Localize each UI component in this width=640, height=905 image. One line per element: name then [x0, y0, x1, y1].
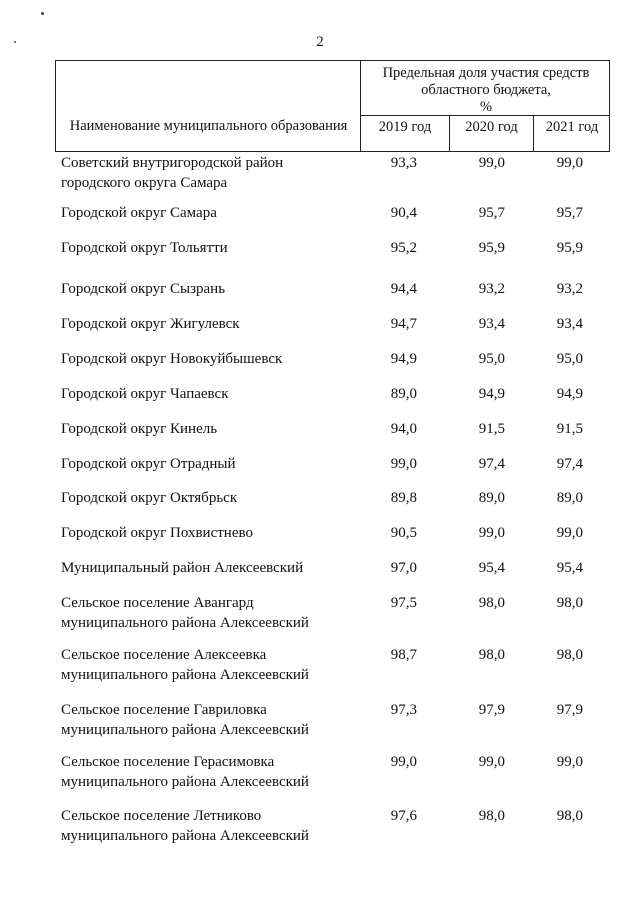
value-2021: 95,4 — [556, 560, 583, 576]
value-2019: 98,7 — [390, 647, 417, 663]
row-name — [61, 488, 361, 508]
value-2020: 98,0 — [478, 647, 505, 663]
row-name-line: муниципального района Алексеевский — [61, 615, 309, 631]
row-name-line: Городской округ Кинель — [61, 421, 218, 437]
value-2019: 97,6 — [390, 808, 417, 824]
value-2021: 93,2 — [556, 281, 583, 297]
year-header-2021: 2021 год — [545, 119, 599, 135]
value-2020: 98,0 — [478, 595, 505, 611]
value-2020: 93,2 — [478, 281, 505, 297]
value-2021: 89,0 — [556, 490, 583, 506]
value-2019: 97,0 — [390, 560, 417, 576]
row-name — [61, 419, 361, 439]
share-header-line: областного бюджета, — [421, 82, 551, 98]
value-2021: 99,0 — [556, 525, 583, 541]
value-2019: 97,5 — [390, 595, 417, 611]
share-header-line: Предельная доля участия средств — [382, 65, 590, 81]
table-header — [55, 60, 610, 152]
row-name — [61, 279, 361, 299]
row-name — [61, 700, 361, 740]
value-2019: 90,5 — [390, 525, 417, 541]
row-name — [61, 645, 361, 685]
value-2020: 95,9 — [478, 240, 505, 256]
row-name — [61, 349, 361, 369]
row-name — [61, 454, 361, 474]
value-2020: 91,5 — [478, 421, 505, 437]
row-name-line: Советский внутригородской район — [61, 155, 284, 171]
row-name — [61, 558, 361, 578]
value-2020: 95,0 — [478, 351, 505, 367]
value-2020: 89,0 — [478, 490, 505, 506]
row-name-line: Сельское поселение Гавриловка — [61, 702, 267, 718]
value-2021: 95,9 — [556, 240, 583, 256]
row-name-line: Городской округ Новокуйбышевск — [61, 351, 283, 367]
row-name-line: Городской округ Жигулевск — [61, 316, 240, 332]
row-name-line: муниципального района Алексеевский — [61, 667, 309, 683]
value-2019: 90,4 — [390, 205, 417, 221]
share-header-line: % — [479, 99, 493, 115]
value-2020: 99,0 — [478, 155, 505, 171]
value-2020: 94,9 — [478, 386, 505, 402]
row-name-line: Сельское поселение Алексеевка — [61, 647, 267, 663]
value-2021: 95,7 — [556, 205, 583, 221]
value-2021: 98,0 — [556, 595, 583, 611]
scan-speck — [41, 12, 44, 15]
row-name — [61, 593, 361, 633]
value-2020: 97,9 — [478, 702, 505, 718]
value-2019: 97,3 — [390, 702, 417, 718]
value-2021: 93,4 — [556, 316, 583, 332]
row-name-line: Городской округ Тольятти — [61, 240, 228, 256]
row-name — [61, 523, 361, 543]
row-name-line: городского округа Самара — [61, 175, 228, 191]
row-name-line: муниципального района Алексеевский — [61, 722, 309, 738]
name-column-header: Наименование муниципального образования — [69, 118, 348, 134]
value-2021: 99,0 — [556, 155, 583, 171]
value-2020: 95,4 — [478, 560, 505, 576]
row-name-line: Сельское поселение Авангард — [61, 595, 254, 611]
value-2019: 93,3 — [390, 155, 417, 171]
value-2019: 99,0 — [390, 754, 417, 770]
value-2020: 93,4 — [478, 316, 505, 332]
value-2021: 95,0 — [556, 351, 583, 367]
row-name-line: муниципального района Алексеевский — [61, 774, 309, 790]
row-name — [61, 314, 361, 334]
value-2019: 94,4 — [390, 281, 417, 297]
row-name-line: Городской округ Отрадный — [61, 456, 236, 472]
value-2019: 94,9 — [390, 351, 417, 367]
value-2021: 97,4 — [556, 456, 583, 472]
value-2020: 97,4 — [478, 456, 505, 472]
year-header-2019: 2019 год — [378, 119, 432, 135]
value-2019: 89,0 — [390, 386, 417, 402]
value-2019: 99,0 — [390, 456, 417, 472]
row-name — [61, 752, 361, 792]
row-name-line: Городской округ Сызрань — [61, 281, 226, 297]
value-2019: 94,7 — [390, 316, 417, 332]
row-name-line: Городской округ Чапаевск — [61, 386, 229, 402]
value-2021: 98,0 — [556, 808, 583, 824]
value-2021: 94,9 — [556, 386, 583, 402]
page-number: 2 — [316, 34, 324, 50]
year-header-2020: 2020 год — [465, 119, 518, 135]
value-2019: 89,8 — [390, 490, 417, 506]
row-name-line: Муниципальный район Алексеевский — [61, 560, 304, 576]
value-2021: 97,9 — [556, 702, 583, 718]
value-2021: 98,0 — [556, 647, 583, 663]
row-name-line: Городской округ Самара — [61, 205, 217, 221]
row-name-line: Городской округ Октябрьск — [61, 490, 238, 506]
row-name — [61, 806, 361, 846]
value-2019: 94,0 — [390, 421, 417, 437]
value-2021: 91,5 — [556, 421, 583, 437]
value-2020: 95,7 — [478, 205, 505, 221]
value-2019: 95,2 — [390, 240, 417, 256]
row-name-line: муниципального района Алексеевский — [61, 828, 309, 844]
row-name-line: Городской округ Похвистнево — [61, 525, 253, 541]
row-name — [61, 153, 361, 193]
row-name-line: Сельское поселение Летниково — [61, 808, 262, 824]
value-2020: 99,0 — [478, 754, 505, 770]
share-column-header — [361, 65, 611, 116]
row-name-line: Сельское поселение Герасимовка — [61, 754, 275, 770]
row-name — [61, 203, 361, 223]
value-2020: 98,0 — [478, 808, 505, 824]
row-name — [61, 238, 361, 258]
value-2020: 99,0 — [478, 525, 505, 541]
value-2021: 99,0 — [556, 754, 583, 770]
row-name — [61, 384, 361, 404]
